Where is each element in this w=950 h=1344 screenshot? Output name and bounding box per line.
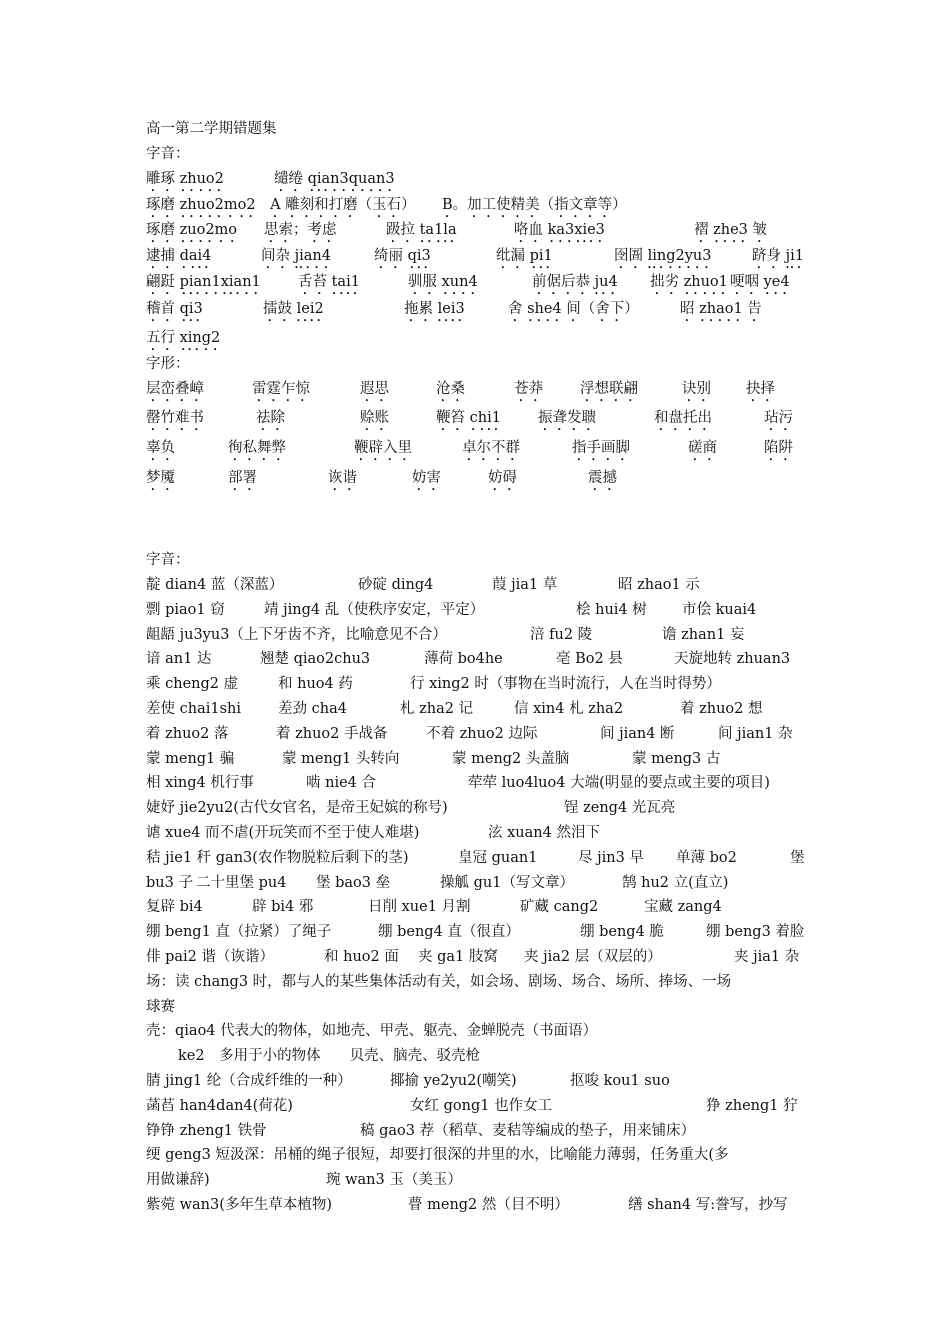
s3-line-2-seg-2: 靖 jing4 乱（使秩序安定，平定） — [264, 601, 485, 618]
s3-line-15 — [146, 920, 826, 944]
s3-line-6-seg-1: 差使 chai1shi — [146, 701, 241, 717]
s3-line-8 — [146, 747, 826, 771]
s3-line-14-seg-3: 日削 xue1 月割 — [368, 899, 471, 916]
s1-line-5-seg-4: 前倨后恭 ju4 — [532, 274, 618, 290]
s3-line-14-seg-1: 复辟 bi4 — [146, 899, 203, 916]
s3-line-8-seg-1: 蒙 meng1 骗 — [146, 750, 235, 767]
s3-line-6-seg-5: 着 zhuo2 想 — [680, 701, 763, 717]
s3-line-24-seg-1: 绠 geng3 短汲深：吊桶的绳子很短，却要打很深的井里的水，比喻能力薄弱，任务重大(多 — [146, 1147, 729, 1164]
section-2-label — [146, 352, 826, 376]
s3-line-13 — [146, 871, 826, 895]
s3-line-19-seg-1: 壳：qiao4 代表大的物体，如地壳、甲壳、躯壳、金蝉脱壳（书面语） — [146, 1023, 598, 1040]
s3-line-6-seg-3: 札 zha2 记 — [400, 701, 474, 717]
s3-line-23 — [146, 1119, 826, 1143]
s2-line-4-seg-6: 震撼 — [588, 470, 617, 486]
s1-line-3-seg-4: 咯血 ka3xie3 — [514, 222, 605, 238]
s1-line-6 — [146, 297, 826, 321]
s3-line-22 — [146, 1094, 826, 1118]
s3-line-2-seg-3: 桧 hui4 树 — [576, 601, 647, 618]
s1-line-2-seg-1: 琢磨 zhuo2mo2 A 雕刻和打磨（玉石） — [146, 197, 416, 213]
s3-line-17-seg-1: 场：读 chang3 时，都与人的某些集体活动有关，如会场、剧场、场合、场所、捧场、一场 — [146, 973, 732, 990]
s1-line-6-seg-2: 擂鼓 lei2 — [263, 301, 324, 317]
s3-line-7-seg-1: 着 zhuo2 落 — [146, 725, 229, 742]
s2-line-3-seg-1: 辜负 — [146, 440, 175, 456]
s3-line-25-seg-1: 用做谦辞) — [146, 1172, 210, 1189]
s2-line-1-seg-2: 雷霆乍惊 — [252, 381, 310, 397]
s3-line-7-seg-3: 不着 zhuo2 边际 — [426, 725, 538, 742]
s3-line-12-seg-3: 尽 jin3 早 — [578, 849, 644, 866]
s2-line-2-seg-2: 祛除 — [256, 410, 285, 426]
s3-line-1 — [146, 573, 826, 597]
s2-line-2-seg-4: 鞭笞 chi1 — [436, 410, 501, 426]
doc-title-seg-1: 高一第二学期错题集 — [146, 121, 277, 137]
s2-line-1-seg-1: 层峦叠嶂 — [146, 381, 204, 397]
s2-line-1-seg-3: 遐思 — [360, 381, 389, 397]
s2-line-3-seg-2: 徇私舞弊 — [228, 440, 286, 456]
s2-line-4-seg-2: 部署 — [228, 470, 257, 486]
s3-line-1-seg-3: 葭 jia1 草 — [492, 577, 558, 593]
s3-line-7-seg-2: 着 zhuo2 手战备 — [276, 725, 388, 742]
s3-line-13-seg-2: 二十里堡 pu4 — [196, 874, 287, 891]
s3-line-26-seg-2: 瞢 meng2 然（目不明） — [408, 1197, 569, 1213]
s3-line-12-seg-4: 单薄 bo2 — [676, 849, 737, 866]
s1-line-6-seg-1: 稽首 qi3 — [146, 301, 203, 317]
s3-line-19 — [146, 1019, 826, 1043]
s2-line-4-seg-4: 妨害 — [412, 470, 441, 486]
s3-line-11-seg-1: 谑 xue4 而不虐(开玩笑而不至于使人难堪) — [146, 825, 420, 841]
s2-line-2-seg-5: 振聋发聩 — [538, 410, 596, 426]
s2-line-3-seg-5: 指手画脚 — [572, 440, 630, 456]
s3-line-4-seg-1: 谙 an1 达 — [146, 651, 212, 668]
s3-line-11 — [146, 821, 826, 845]
s3-line-14-seg-2: 辟 bi4 邪 — [252, 899, 314, 916]
s2-line-4-seg-3: 诙谐 — [328, 470, 357, 486]
s1-line-6-seg-3: 拖累 lei3 — [404, 301, 465, 317]
s3-line-23-seg-1: 铮铮 zheng1 铁骨 — [146, 1122, 267, 1139]
s3-line-1-seg-1: 靛 dian4 蓝（深蓝） — [146, 577, 284, 593]
s3-line-20-seg-1: ke2 多用于小的物体 贝壳、脑壳、驳壳枪 — [178, 1048, 481, 1065]
s3-line-24 — [146, 1143, 826, 1167]
s3-line-3 — [146, 623, 826, 647]
s3-line-16-seg-5: 夹 jia1 杂 — [734, 949, 800, 965]
s2-line-2-seg-6: 和盘托出 — [654, 410, 712, 426]
s3-line-13-seg-4: 操觚 gu1（写文章） — [440, 874, 574, 891]
s2-line-3 — [146, 436, 826, 460]
s1-line-3 — [146, 218, 826, 242]
s2-line-2-seg-1: 罄竹难书 — [146, 410, 204, 426]
s1-line-1-seg-1: 雕琢 zhuo2 — [146, 171, 224, 187]
s1-line-6-seg-4: 舍 she4 间（舍下） — [508, 301, 639, 317]
s3-line-12-seg-1: 秸 jie1 秆 gan3(农作物脱粒后剩下的茎) — [146, 849, 409, 866]
s3-line-17 — [146, 970, 826, 994]
s3-line-8-seg-2: 蒙 meng1 头转向 — [282, 750, 400, 767]
s2-line-1 — [146, 377, 826, 401]
s3-line-14 — [146, 895, 826, 919]
s2-line-2 — [146, 406, 826, 430]
s3-line-18 — [146, 995, 826, 1019]
s1-line-3-seg-5: 褶 zhe3 皱 — [694, 222, 768, 238]
s3-line-9-seg-3: 荦荦 luo4luo4 大端(明显的要点或主要的项目) — [468, 775, 770, 792]
s3-line-25 — [146, 1168, 826, 1192]
s3-line-3-seg-2: 涪 fu2 陵 — [530, 626, 593, 643]
s3-line-7-seg-4: 间 jian4 断 — [600, 725, 675, 742]
s1-line-5-seg-6: 哽咽 ye4 — [730, 274, 790, 290]
s2-line-4-seg-5: 妨碍 — [488, 470, 517, 486]
s3-line-12-seg-5: 堡 — [790, 849, 805, 866]
s1-line-4-seg-4: 纰漏 pi1 — [496, 248, 553, 264]
s2-line-4 — [146, 466, 826, 490]
s1-line-7 — [146, 326, 826, 350]
section-2-label-seg-1: 字形： — [146, 356, 190, 372]
s2-line-1-seg-6: 浮想联翩 — [580, 381, 638, 397]
s3-line-4-seg-4: 亳 Bo2 县 — [556, 651, 623, 668]
s3-line-9-seg-1: 相 xing4 机行事 — [146, 775, 254, 792]
s3-line-9-seg-2: 啮 nie4 合 — [306, 775, 377, 792]
s3-line-1-seg-2: 砂碇 ding4 — [358, 577, 434, 593]
s3-line-4-seg-5: 天旋地转 zhuan3 — [674, 651, 791, 668]
s3-line-5-seg-1: 乘 cheng2 虚 — [146, 676, 239, 693]
s3-line-8-seg-3: 蒙 meng2 头盖脑 — [452, 750, 570, 767]
s3-line-6 — [146, 697, 826, 721]
s3-line-5-seg-2: 和 huo4 药 — [278, 676, 353, 693]
s2-line-3-seg-7: 陷阱 — [764, 440, 793, 456]
s1-line-2-seg-2: B。加工使精美（指文章等） — [442, 197, 627, 213]
s3-line-16 — [146, 945, 826, 969]
s3-line-12-seg-2: 皇冠 guan1 — [458, 849, 538, 866]
section-3-label — [146, 548, 826, 572]
section-3-label-seg-1: 字音： — [146, 552, 190, 568]
s3-line-22-seg-2: 女红 gong1 也作女工 — [410, 1097, 553, 1114]
s3-line-5-seg-3: 行 xing2 时（事物在当时流行，人在当时得势） — [410, 676, 721, 693]
s3-line-16-seg-3: 夹 ga1 肢窝 — [418, 949, 498, 965]
s3-line-5 — [146, 672, 826, 696]
s3-line-10 — [146, 796, 826, 820]
s3-line-2 — [146, 598, 826, 622]
s3-line-13-seg-5: 鹄 hu2 立(直立) — [622, 874, 729, 891]
s3-line-23-seg-2: 稿 gao3 荐（稻草、麦秸等编成的垫子，用来铺床） — [360, 1122, 696, 1139]
s3-line-7-seg-5: 间 jian1 杂 — [718, 725, 793, 742]
s3-line-20 — [146, 1044, 826, 1068]
s3-line-26-seg-1: 紫菀 wan3(多年生草本植物) — [146, 1197, 333, 1213]
s1-line-5-seg-2: 舌苔 tai1 — [298, 274, 360, 290]
s1-line-5 — [146, 270, 826, 294]
s1-line-4 — [146, 244, 826, 268]
s1-line-4-seg-3: 绮丽 qi3 — [374, 248, 431, 264]
s1-line-4-seg-1: 逮捕 dai4 — [146, 248, 212, 264]
s1-line-1 — [146, 167, 826, 191]
s3-line-4 — [146, 647, 826, 671]
doc-title — [146, 117, 826, 141]
s3-line-3-seg-1: 龃龉 ju3yu3（上下牙齿不齐，比喻意见不合） — [146, 626, 447, 643]
s2-line-2-seg-3: 赊账 — [360, 410, 389, 426]
s1-line-5-seg-1: 翩跹 pian1xian1 — [146, 274, 261, 290]
s3-line-16-seg-2: 和 huo2 面 — [324, 949, 399, 965]
s3-line-1-seg-4: 昭 zhao1 示 — [618, 577, 700, 593]
s3-line-16-seg-1: 俳 pai2 谐（诙谐） — [146, 949, 275, 965]
s3-line-4-seg-2: 翘楚 qiao2chu3 — [260, 651, 371, 668]
s3-line-10-seg-1: 婕妤 jie2yu2(古代女官名，是帝王妃嫔的称号) — [146, 800, 448, 817]
s3-line-22-seg-3: 狰 zheng1 狞 — [706, 1097, 798, 1114]
s3-line-13-seg-1: bu3 子 — [146, 874, 193, 891]
s3-line-21-seg-1: 腈 jing1 纶（合成纤维的一种） — [146, 1073, 352, 1089]
s3-line-2-seg-1: 剽 piao1 窃 — [146, 601, 225, 618]
s1-line-6-seg-5: 昭 zhao1 告 — [680, 301, 762, 317]
s2-line-3-seg-4: 卓尔不群 — [462, 440, 520, 456]
s3-line-10-seg-2: 锃 zeng4 光瓦亮 — [564, 800, 676, 817]
s2-line-1-seg-8: 抉择 — [746, 381, 775, 397]
s3-line-15-seg-2: 绷 beng4 直（很直） — [378, 924, 520, 941]
s3-line-26-seg-3: 缮 shan4 写:誊写，抄写 — [628, 1197, 788, 1213]
s3-line-2-seg-4: 市侩 kuai4 — [682, 601, 757, 618]
s3-line-22-seg-1: 菡萏 han4dan4(荷花) — [146, 1097, 293, 1114]
s3-line-14-seg-5: 宝藏 zang4 — [644, 899, 722, 916]
s3-line-12 — [146, 846, 826, 870]
s3-line-15-seg-4: 绷 beng3 着脸 — [706, 924, 805, 941]
s2-line-1-seg-4: 沧桑 — [436, 381, 465, 397]
s1-line-7-seg-1: 五行 xing2 — [146, 330, 221, 346]
s3-line-14-seg-4: 矿藏 cang2 — [520, 899, 599, 916]
s3-line-26 — [146, 1193, 826, 1217]
s1-line-5-seg-3: 驯服 xun4 — [408, 274, 478, 290]
s2-line-1-seg-5: 苍莽 — [514, 381, 543, 397]
s2-line-3-seg-6: 磋商 — [688, 440, 717, 456]
section-1-label-seg-1: 字音： — [146, 146, 190, 162]
s3-line-21 — [146, 1069, 826, 1093]
s3-line-11-seg-2: 泫 xuan4 然泪下 — [488, 825, 600, 841]
s3-line-15-seg-1: 绷 beng1 直（拉紧）了绳子 — [146, 924, 332, 941]
s3-line-21-seg-2: 揶揄 ye2yu2(嘲笑) — [390, 1073, 517, 1089]
s2-line-1-seg-7: 诀别 — [682, 381, 711, 397]
s1-line-4-seg-5: 囹圄 ling2yu3 — [614, 248, 712, 264]
s1-line-4-seg-6: 跻身 ji1 — [752, 248, 804, 264]
s3-line-16-seg-4: 夹 jia2 层（双层的） — [524, 949, 662, 965]
s3-line-13-seg-3: 堡 bao3 垒 — [316, 874, 391, 891]
s3-line-15-seg-3: 绷 beng4 脆 — [580, 924, 664, 941]
s1-line-2 — [146, 193, 826, 217]
s1-line-3-seg-1: 琢磨 zuo2mo — [146, 222, 238, 238]
s1-line-5-seg-5: 拙劣 zhuo1 — [650, 274, 728, 290]
s1-line-3-seg-3: 趿拉 ta1la — [386, 222, 457, 238]
s3-line-8-seg-4: 蒙 meng3 古 — [632, 750, 721, 767]
s3-line-4-seg-3: 薄荷 bo4he — [424, 651, 503, 668]
s3-line-6-seg-2: 差劲 cha4 — [278, 701, 347, 717]
s3-line-21-seg-3: 抠唆 kou1 suo — [570, 1073, 670, 1089]
s1-line-3-seg-2: 思索；考虑 — [264, 222, 337, 238]
section-1-label — [146, 142, 826, 166]
s3-line-25-seg-2: 琬 wan3 玉（美玉） — [326, 1172, 462, 1189]
s3-line-7 — [146, 722, 826, 746]
s1-line-4-seg-2: 间杂 jian4 — [261, 248, 331, 264]
s3-line-3-seg-3: 谵 zhan1 妄 — [662, 626, 745, 643]
s3-line-18-seg-1: 球赛 — [146, 998, 175, 1015]
s2-line-3-seg-3: 鞭辟入里 — [354, 440, 412, 456]
s2-line-2-seg-7: 玷污 — [764, 410, 793, 426]
s1-line-1-seg-2: 缱绻 qian3quan3 — [274, 171, 395, 187]
s2-line-4-seg-1: 梦魇 — [146, 470, 175, 486]
s3-line-9 — [146, 771, 826, 795]
s3-line-6-seg-4: 信 xin4 札 zha2 — [514, 701, 624, 717]
